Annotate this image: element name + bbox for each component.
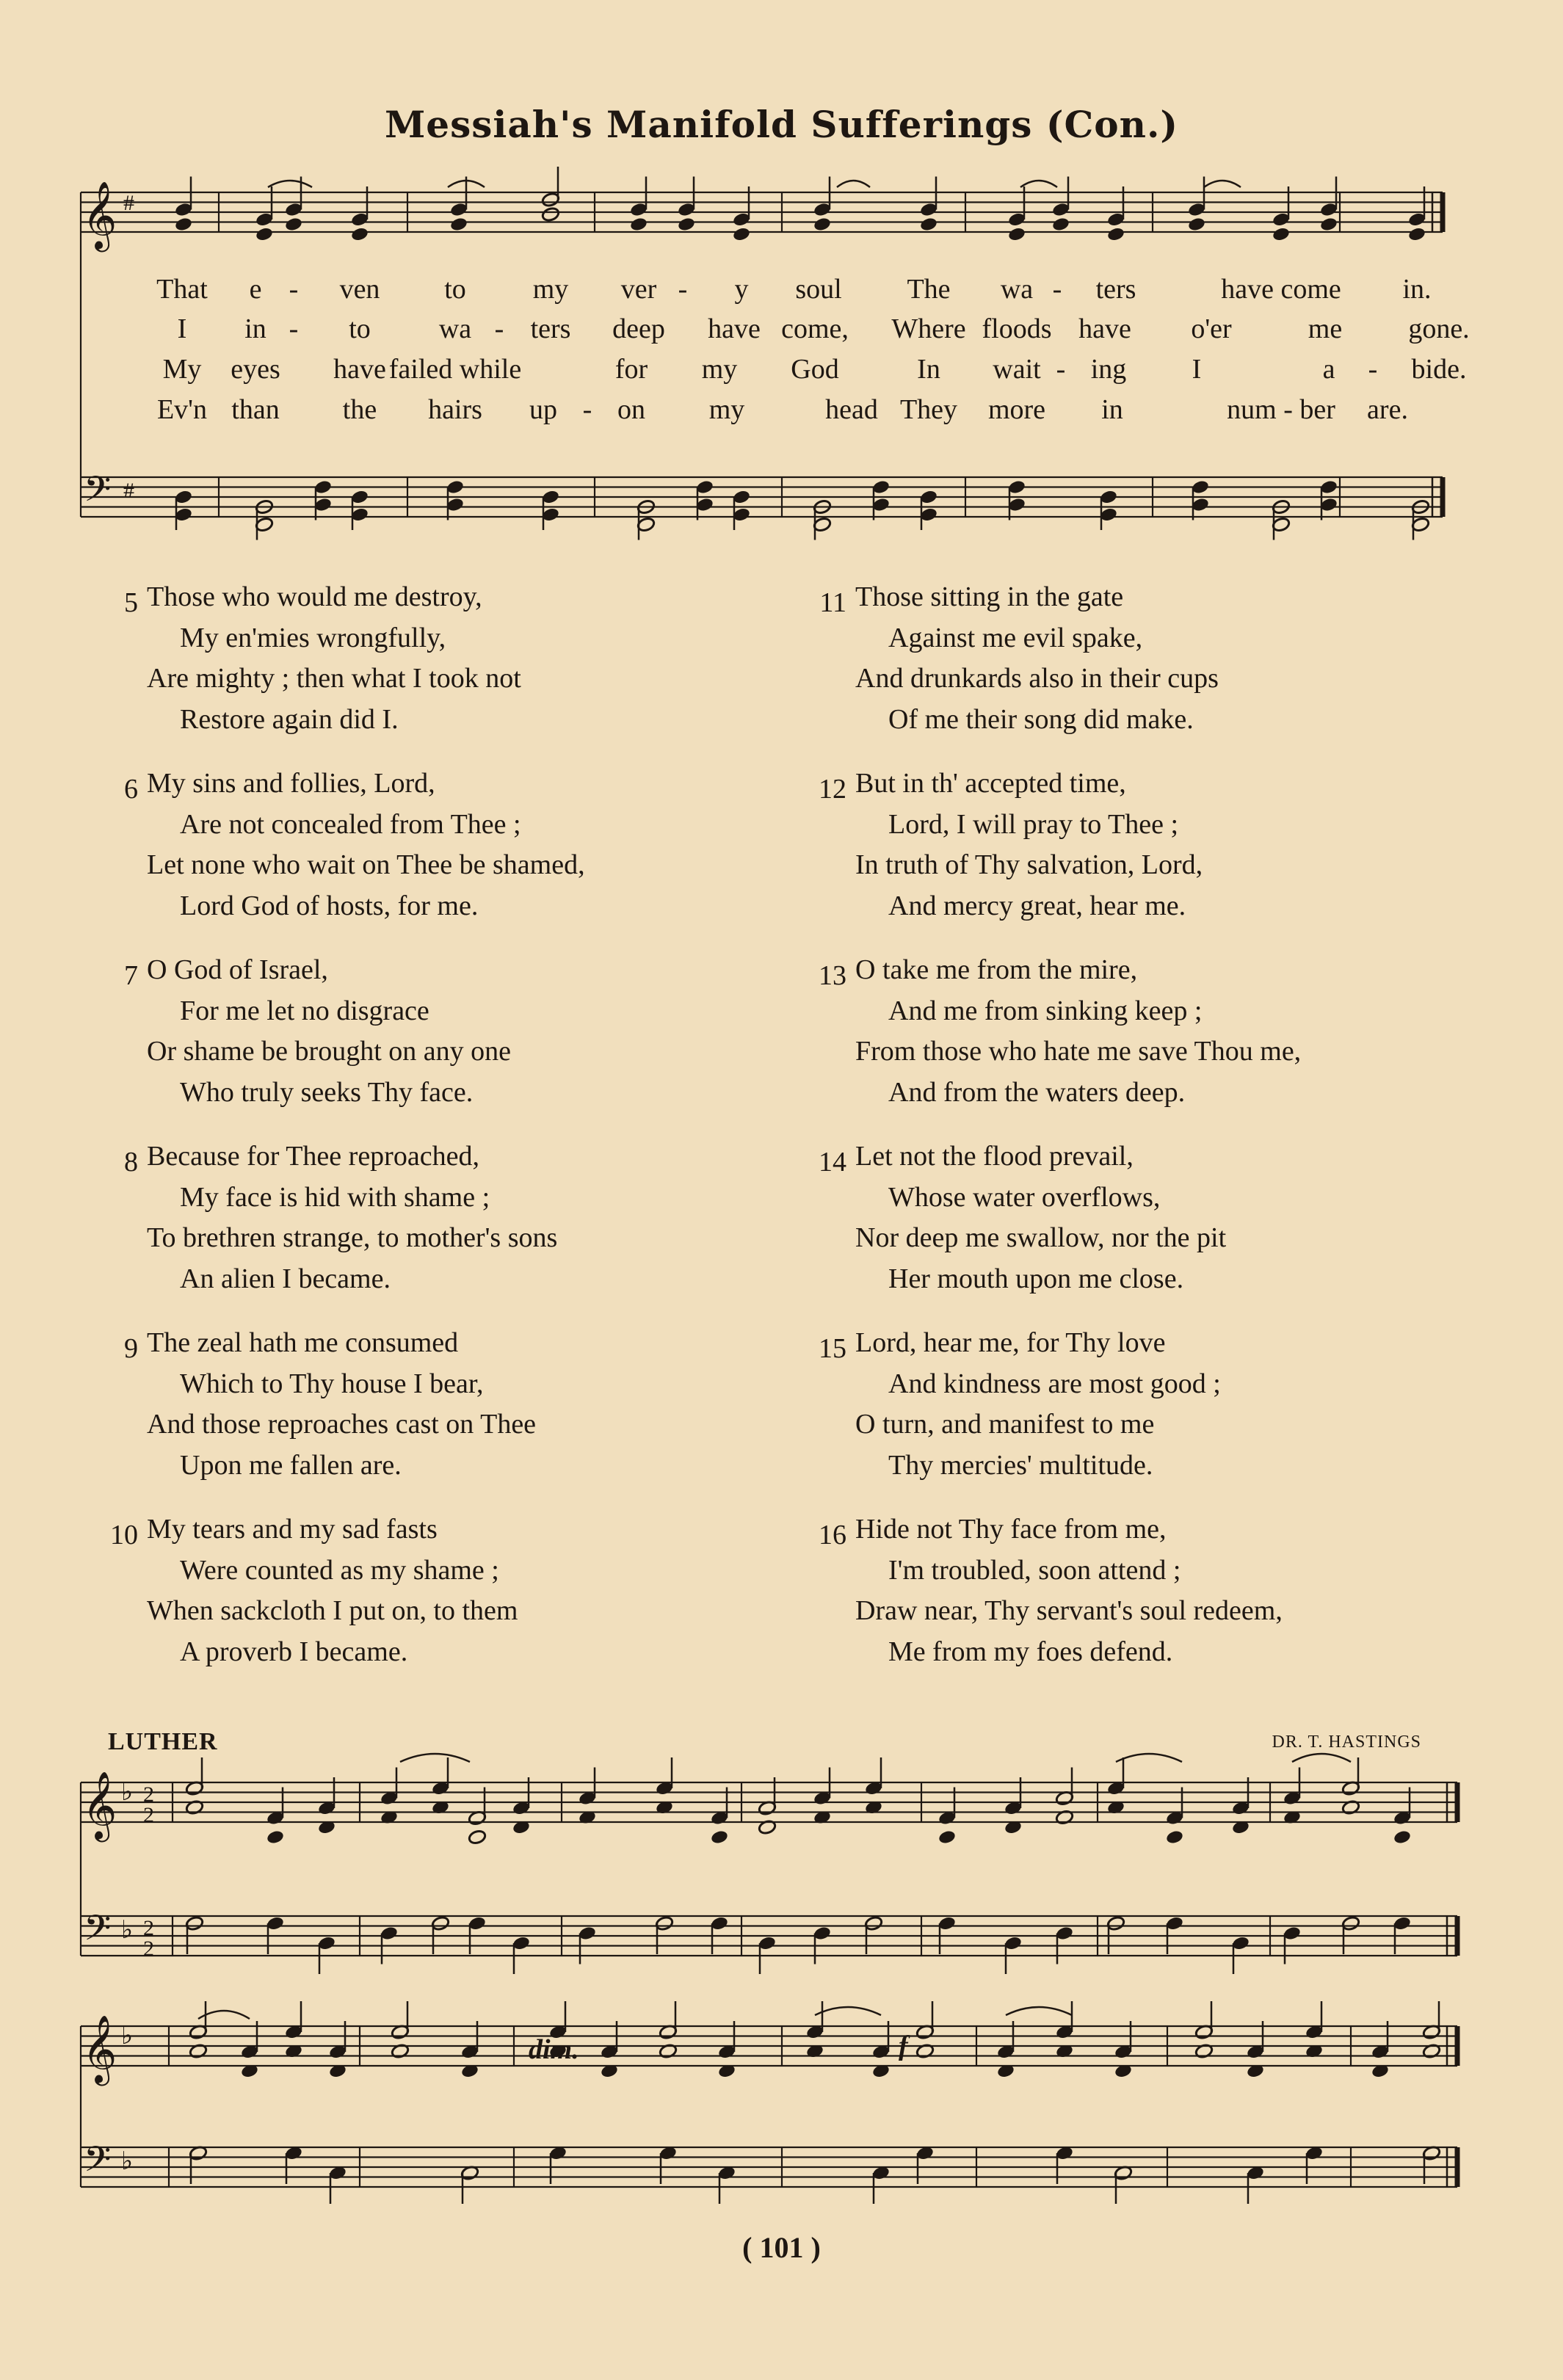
note-head: [1106, 226, 1125, 242]
lyric-syllable: ters: [1095, 274, 1136, 305]
verse-16: [808, 1509, 1527, 1678]
lyric-line: [0, 273, 1563, 310]
note-head: [813, 217, 832, 233]
verse-line: And me from sinking keep ;: [888, 995, 1203, 1026]
lyric-syllable: have: [708, 313, 761, 344]
verse-line: Because for Thee reproached,: [147, 1141, 479, 1172]
slur: [1292, 1754, 1351, 1762]
key-signature: ♭: [121, 1917, 134, 1944]
lyric-syllable: are.: [1367, 394, 1408, 425]
lyric-syllable: have come: [1221, 274, 1341, 305]
dynamic-dim: dim.: [529, 2034, 579, 2065]
treble-clef: 𝄞: [82, 1774, 117, 1838]
page-number: ( 101 ): [742, 2231, 821, 2264]
slur: [268, 181, 312, 187]
lyric-syllable: the: [342, 394, 377, 425]
note-head: [1393, 1829, 1412, 1846]
key-signature: ♭: [121, 2022, 134, 2050]
lyric-syllable: They: [899, 394, 958, 425]
page-title: Messiah's Manifold Sufferings (Con.): [384, 103, 1179, 146]
verse-line: Are mighty ; then what I took not: [147, 663, 521, 694]
verse-line: When sackcloth I put on, to them: [147, 1595, 518, 1626]
note-head: [266, 1829, 285, 1846]
verse-number: 9: [124, 1333, 138, 1364]
slur: [815, 2007, 881, 2015]
verse-line: I'm troubled, soon attend ;: [888, 1554, 1181, 1586]
lyric-syllable: o'er: [1191, 313, 1232, 344]
note-head: [1165, 1829, 1184, 1846]
verse-number: 5: [124, 587, 138, 618]
note-head: [174, 217, 193, 233]
note-head: [541, 206, 560, 222]
lyric-syllable: I: [1192, 354, 1202, 385]
verse-9: [103, 1323, 822, 1492]
bass-staff-2: [81, 1916, 1457, 1956]
verse-line: To brethren strange, to mother's sons: [147, 1222, 558, 1253]
verse-number: 13: [819, 960, 846, 991]
lyric-syllable: wa: [438, 313, 472, 344]
verse-line: And those reproaches cast on Thee: [147, 1409, 537, 1440]
lyric-syllable: come,: [781, 313, 849, 344]
dynamic-forte: f: [899, 2031, 908, 2061]
lyric-syllable: e: [249, 274, 262, 305]
verse-number: 12: [819, 774, 846, 805]
verse-line: Against me evil spake,: [888, 622, 1143, 653]
lyric-syllable: my: [532, 274, 569, 305]
verse-number: 7: [124, 960, 138, 991]
note-head: [710, 1829, 729, 1846]
lyric-syllable: In: [917, 354, 940, 385]
lyric-syllable: ven: [339, 274, 380, 305]
time-signature: 2: [143, 1937, 154, 1961]
verse-line: But in th' accepted time,: [855, 768, 1126, 799]
verse-line: An alien I became.: [180, 1263, 391, 1294]
lyric-syllable: Ev'n: [156, 394, 208, 425]
note-head: [938, 1829, 957, 1846]
lyric-syllable: more: [987, 394, 1046, 425]
lyric-syllable: head: [825, 394, 878, 425]
verse-line: My face is hid with shame ;: [180, 1181, 490, 1213]
lyric-syllable: bide.: [1411, 354, 1467, 385]
slur: [837, 181, 870, 187]
lyric-syllable: Where: [891, 313, 966, 344]
verse-line: Lord, hear me, for Thy love: [855, 1327, 1166, 1358]
lyric-syllable: num - ber: [1227, 394, 1335, 425]
lyric-syllable: -: [289, 274, 299, 305]
verse-line: And mercy great, hear me.: [888, 890, 1186, 921]
lyric-syllable: wa: [1000, 274, 1034, 305]
lyric-syllable: ing: [1090, 354, 1127, 385]
lyric-syllable: me: [1308, 313, 1343, 344]
key-signature: ♭: [121, 2148, 134, 2175]
verse-line: Upon me fallen are.: [180, 1449, 402, 1481]
lyric-syllable: -: [494, 313, 504, 344]
verse-line: Me from my foes defend.: [888, 1636, 1173, 1667]
verse-line: Or shame be brought on any one: [147, 1036, 511, 1067]
lyric-line: [0, 393, 1563, 430]
verse-line: The zeal hath me consumed: [147, 1327, 459, 1358]
treble-staff-1: [81, 192, 1443, 232]
lyric-syllable: in: [1101, 394, 1123, 425]
verse-line: My tears and my sad fasts: [147, 1514, 438, 1545]
time-signature: 2: [143, 1782, 154, 1807]
verse-line: A proverb I became.: [180, 1636, 408, 1667]
lyric-syllable: to: [349, 313, 371, 344]
key-signature: #: [123, 191, 134, 215]
verse-line: In truth of Thy salvation, Lord,: [855, 849, 1203, 880]
verse-line: Nor deep me swallow, nor the pit: [855, 1222, 1227, 1253]
verse-13: [808, 950, 1527, 1119]
time-signature: 2: [143, 1803, 154, 1827]
verse-number: 14: [819, 1147, 846, 1178]
lyric-syllable: up: [529, 394, 557, 425]
note-head: [284, 217, 303, 233]
verse-line: Draw near, Thy servant's soul redeem,: [855, 1595, 1283, 1626]
lyric-syllable: a: [1322, 354, 1335, 385]
bass-staff-1: [81, 477, 1443, 517]
lyric-syllable: I: [177, 313, 187, 344]
note-head: [629, 217, 648, 233]
lyric-syllable: soul: [795, 274, 842, 305]
lyric-syllable: My: [162, 354, 202, 385]
verse-7: [103, 950, 822, 1119]
note-head: [1007, 226, 1026, 242]
verse-line: Hide not Thy face from me,: [855, 1514, 1167, 1545]
verse-number: 11: [819, 587, 846, 618]
lyric-syllable: have: [333, 354, 386, 385]
lyric-syllable: on: [617, 394, 645, 425]
lyric-syllable: deep: [612, 313, 665, 344]
lyric-syllable: ver: [620, 274, 657, 305]
verse-line: O take me from the mire,: [855, 954, 1138, 985]
verse-line: O turn, and manifest to me: [855, 1409, 1155, 1440]
verse-line: My sins and follies, Lord,: [147, 768, 435, 799]
verse-line: And drunkards also in their cups: [855, 663, 1219, 694]
lyric-syllable: my: [708, 394, 745, 425]
verse-11: [808, 577, 1527, 746]
verse-6: [103, 763, 822, 932]
lyric-syllable: to: [444, 274, 466, 305]
slur: [1020, 181, 1057, 187]
lyric-syllable: -: [1052, 274, 1062, 305]
note-head: [1272, 226, 1291, 242]
verse-line: Restore again did I.: [180, 703, 399, 735]
lyric-syllable: have: [1078, 313, 1131, 344]
note-head: [677, 217, 696, 233]
lyric-syllable: than: [231, 394, 280, 425]
verse-number: 16: [819, 1520, 846, 1550]
bass-clef: 𝄢: [84, 2140, 112, 2188]
lyric-syllable: for: [614, 354, 648, 385]
lyric-syllable: -: [1368, 354, 1378, 385]
lyric-syllable: hairs: [428, 394, 482, 425]
note-head: [1051, 217, 1070, 233]
verse-number: 8: [124, 1147, 138, 1178]
verse-line: Of me their song did make.: [888, 703, 1194, 735]
lyric-syllable: failed while: [388, 354, 522, 385]
verse-15: [808, 1323, 1527, 1492]
lyric-syllable: gone.: [1408, 313, 1470, 344]
verse-line: Lord God of hosts, for me.: [180, 890, 479, 921]
note-head: [1407, 226, 1426, 242]
time-signature: 2: [143, 1916, 154, 1940]
verse-line: Were counted as my shame ;: [180, 1554, 499, 1586]
verse-line: Which to Thy house I bear,: [180, 1368, 484, 1399]
key-signature: #: [123, 479, 134, 503]
lyric-syllable: my: [701, 354, 738, 385]
verse-line: Are not concealed from Thee ;: [180, 808, 521, 840]
bass-clef: 𝄢: [84, 1909, 112, 1956]
key-signature: ♭: [121, 1779, 134, 1806]
note-head: [350, 226, 369, 242]
slur: [400, 1754, 470, 1762]
treble-clef: 𝄞: [82, 2017, 117, 2082]
verse-number: 6: [124, 774, 138, 805]
verse-12: [808, 763, 1527, 932]
lyric-syllable: -: [678, 274, 688, 305]
bass-clef: 𝄢: [84, 470, 112, 518]
lyric-syllable: ters: [530, 313, 571, 344]
verse-line: And from the waters deep.: [888, 1076, 1186, 1108]
lyric-syllable: That: [156, 274, 208, 305]
lyric-syllable: in: [244, 313, 266, 344]
lyric-line: [0, 313, 1563, 349]
verse-number: 15: [819, 1333, 846, 1364]
verse-line: And kindness are most good ;: [888, 1368, 1221, 1399]
verse-line: Let not the flood prevail,: [855, 1141, 1134, 1172]
note-head: [449, 217, 468, 233]
verse-line: Let none who wait on Thee be shamed,: [147, 849, 585, 880]
lyric-line: [0, 353, 1563, 390]
verse-line: For me let no disgrace: [180, 995, 429, 1026]
note-head: [919, 217, 938, 233]
lyric-syllable: -: [1056, 354, 1066, 385]
lyric-syllable: -: [289, 313, 299, 344]
treble-clef: 𝄞: [82, 184, 117, 248]
note-head: [1187, 217, 1206, 233]
note-head: [732, 226, 751, 242]
verse-line: Who truly seeks Thy face.: [180, 1076, 474, 1108]
lyric-syllable: wait: [993, 354, 1041, 385]
composer-name: DR. T. HASTINGS: [1272, 1733, 1421, 1752]
lyric-syllable: God: [791, 354, 839, 385]
verse-number: 10: [110, 1520, 138, 1550]
verse-line: Those who would me destroy,: [147, 581, 482, 612]
verse-line: My en'mies wrongfully,: [180, 622, 446, 653]
verse-10: [103, 1509, 822, 1678]
slur: [1006, 2007, 1072, 2015]
lyric-syllable: in.: [1402, 274, 1432, 305]
lyric-syllable: eyes: [231, 354, 280, 385]
note-head: [468, 1829, 487, 1846]
slur: [1204, 181, 1241, 187]
verse-line: Thy mercies' multitude.: [888, 1449, 1153, 1481]
slur: [1116, 1754, 1182, 1762]
lyric-syllable: The: [907, 274, 951, 305]
note-head: [1319, 217, 1338, 233]
verse-line: Those sitting in the gate: [855, 581, 1124, 612]
note-head: [255, 226, 274, 242]
tune-name: LUTHER: [108, 1728, 218, 1755]
verse-5: [103, 577, 822, 746]
lyric-syllable: -: [582, 394, 592, 425]
lyric-syllable: y: [734, 274, 749, 305]
verse-line: Whose water overflows,: [888, 1181, 1161, 1213]
verse-line: O God of Israel,: [147, 954, 328, 985]
verse-8: [103, 1136, 822, 1305]
verse-14: [808, 1136, 1527, 1305]
lyric-syllable: floods: [982, 313, 1052, 344]
verse-line: From those who hate me save Thou me,: [855, 1036, 1302, 1067]
verse-line: Lord, I will pray to Thee ;: [888, 808, 1179, 840]
verse-line: Her mouth upon me close.: [888, 1263, 1184, 1294]
